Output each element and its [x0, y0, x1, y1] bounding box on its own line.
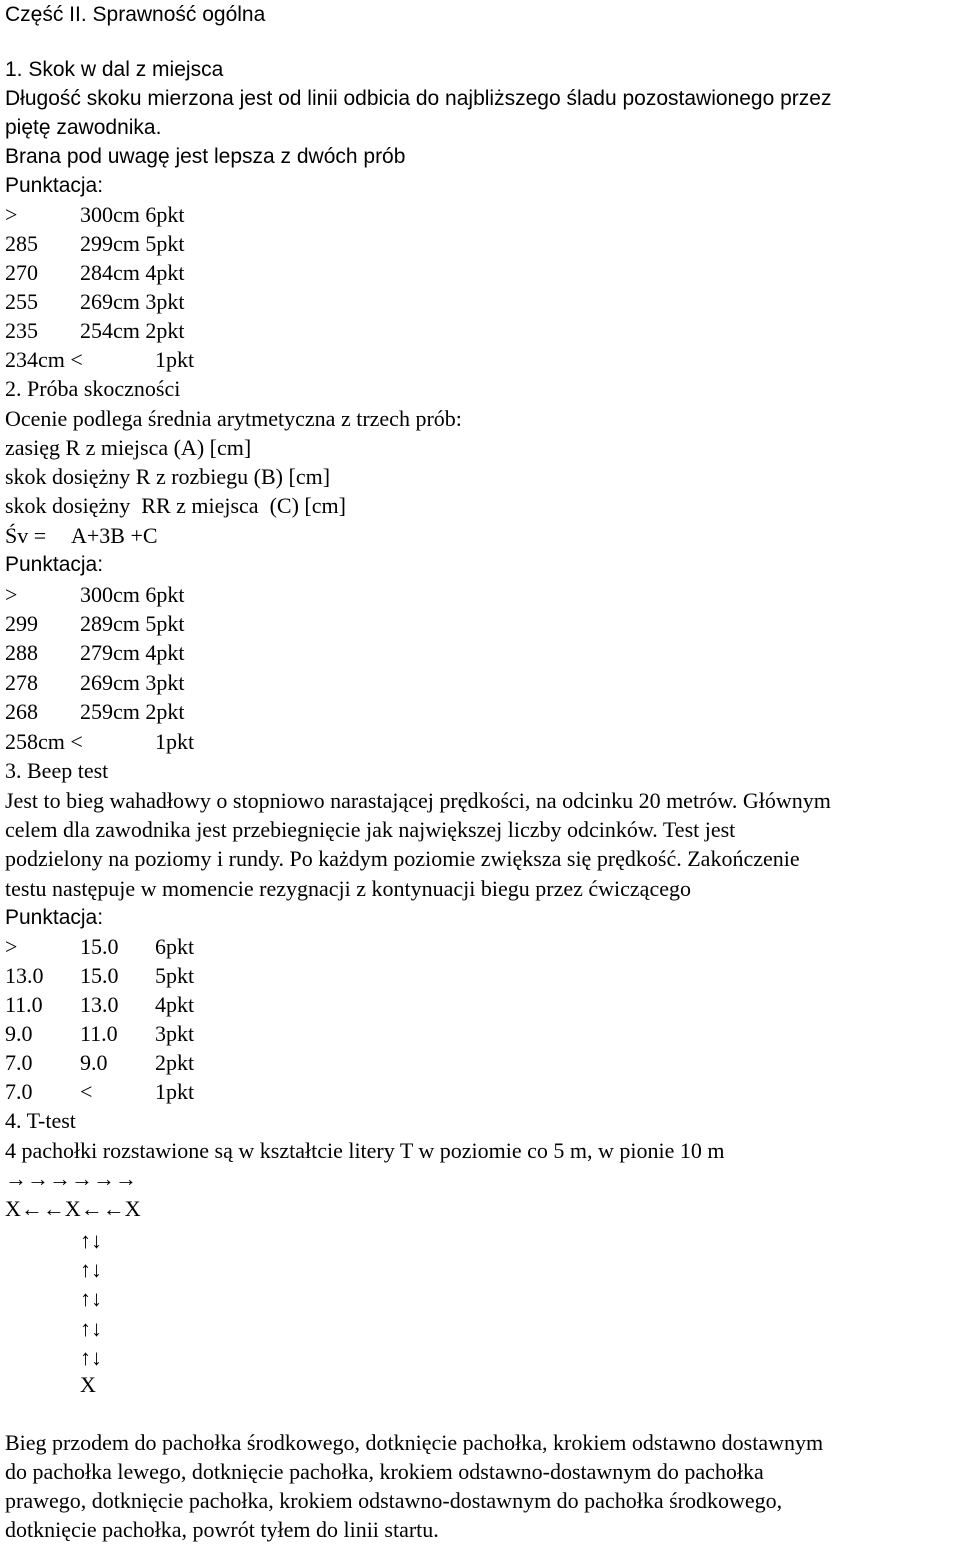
score-cell: 7.0 — [5, 1079, 33, 1104]
test4-heading: 4. T-test — [5, 1108, 76, 1133]
cone-top-row: X←←X←←X — [5, 1196, 141, 1221]
section-title: Część II. Sprawność ogólna — [5, 3, 266, 26]
test2-scoring-label: Punktacja: — [5, 553, 104, 576]
score-cell: 289cm 5pkt — [80, 611, 185, 636]
test1-score-row — [5, 200, 405, 229]
score-cell: 299 — [5, 611, 38, 636]
test3-line: podzielony na poziomy i rundy. Po każdym poziomie zwiększa się prędkość. Zakończenie — [5, 846, 800, 871]
test1-desc-line: Brana pod uwagę jest lepsza z dwóch prób — [5, 145, 406, 168]
score-cell: 6pkt — [155, 934, 195, 959]
test1-score-row — [5, 316, 405, 345]
score-cell: 268 — [5, 699, 38, 724]
formula-left: Śv = — [5, 523, 47, 548]
test1-score-row — [5, 258, 405, 287]
score-cell: 11.0 — [80, 1021, 118, 1046]
test2-line: zasięg R z miejsca (A) [cm] — [5, 435, 252, 460]
test1-heading: 1. Skok w dal z miejsca — [5, 58, 224, 81]
test3-score-row — [5, 990, 405, 1019]
score-cell: < — [80, 1079, 93, 1104]
test1-scoring-label: Punktacja: — [5, 174, 104, 197]
score-cell: 288 — [5, 640, 38, 665]
test3-line: testu następuje w momencie rezygnacji z kontynuacji biegu przez ćwiczącego — [5, 876, 691, 901]
up-down-arrows-icon: ↑↓ — [80, 1316, 102, 1341]
vertical-arrow-row — [5, 1343, 205, 1372]
score-cell: 258cm < — [5, 729, 83, 754]
test3-score-row — [5, 932, 405, 961]
score-cell: 255 — [5, 289, 38, 314]
score-cell: 234cm < — [5, 347, 83, 372]
test3-line: celem dla zawodnika jest przebiegnięcie jak największej liczby odcinków. Test jest — [5, 817, 736, 842]
score-cell: 3pkt — [155, 1021, 195, 1046]
score-cell: 15.0 — [80, 963, 119, 988]
score-cell: 279cm 4pkt — [80, 640, 185, 665]
test2-score-row — [5, 668, 405, 697]
cone-bottom-row — [5, 1370, 205, 1399]
up-down-arrows-icon: ↑↓ — [80, 1286, 102, 1311]
test2-line: skok dosiężny R z rozbiegu (B) [cm] — [5, 464, 331, 489]
score-cell: > — [5, 202, 18, 227]
score-cell: 284cm 4pkt — [80, 260, 185, 285]
test4-desc: 4 pachołki rozstawione są w kształtcie litery T w poziomie co 5 m, w pionie 10 m — [5, 1138, 725, 1163]
score-cell: 300cm 6pkt — [80, 582, 185, 607]
score-cell: 259cm 2pkt — [80, 699, 185, 724]
score-cell: 9.0 — [80, 1050, 108, 1075]
cone-bottom-x: X — [80, 1372, 96, 1397]
test2-score-row — [5, 697, 405, 726]
score-cell: 270 — [5, 260, 38, 285]
score-cell: > — [5, 582, 18, 607]
test3-score-row — [5, 961, 405, 990]
test4-instruction-line: do pachołka lewego, dotknięcie pachołka, krokiem odstawno-dostawnym do pachołka — [5, 1459, 764, 1484]
score-cell: 4pkt — [155, 992, 195, 1017]
test3-score-row — [5, 1048, 405, 1077]
score-cell: 15.0 — [80, 934, 119, 959]
vertical-arrow-row — [5, 1284, 205, 1313]
test1-desc-line: Długość skoku mierzona jest od linii odbicia do najbliższego śladu pozostawionego przez — [5, 87, 832, 110]
test2-score-row — [5, 638, 405, 667]
test1-desc-line: piętę zawodnika. — [5, 116, 162, 139]
test2-score-row — [5, 727, 405, 756]
test1-score-row — [5, 287, 405, 316]
test2-heading: 2. Próba skoczności — [5, 376, 181, 401]
score-cell: 299cm 5pkt — [80, 231, 185, 256]
test4-instruction-line: prawego, dotknięcie pachołka, krokiem odstawno-dostawnym do pachołka środkowego, — [5, 1488, 783, 1513]
score-cell: 269cm 3pkt — [80, 289, 185, 314]
test4-instruction-line: Bieg przodem do pachołka środkowego, dotknięcie pachołka, krokiem odstawno dostawnym — [5, 1430, 824, 1455]
test3-score-row — [5, 1019, 405, 1048]
right-arrows-row: →→→→→→ — [5, 1166, 137, 1191]
up-down-arrows-icon: ↑↓ — [80, 1228, 102, 1253]
score-cell: 7.0 — [5, 1050, 33, 1075]
vertical-arrow-row — [5, 1226, 205, 1255]
test2-score-row — [5, 609, 405, 638]
test4-instruction-line: dotknięcie pachołka, powrót tyłem do linii startu. — [5, 1517, 439, 1542]
vertical-arrow-row — [5, 1255, 205, 1284]
score-cell: 11.0 — [5, 992, 43, 1017]
score-cell: 269cm 3pkt — [80, 670, 185, 695]
test3-heading: 3. Beep test — [5, 758, 109, 783]
score-cell: 1pkt — [155, 1079, 195, 1104]
score-cell: 5pkt — [155, 963, 195, 988]
up-down-arrows-icon: ↑↓ — [80, 1345, 102, 1370]
score-cell: 278 — [5, 670, 38, 695]
score-cell: 254cm 2pkt — [80, 318, 185, 343]
score-cell: 1pkt — [155, 729, 195, 754]
test3-line: Jest to bieg wahadłowy o stopniowo narastającej prędkości, na odcinku 20 metrów. Głównym — [5, 788, 831, 813]
test2-line: skok dosiężny RR z miejsca (C) [cm] — [5, 493, 346, 518]
up-down-arrows-icon: ↑↓ — [80, 1257, 102, 1282]
formula-right: A+3B +C — [71, 523, 158, 548]
score-cell: > — [5, 934, 18, 959]
test2-line: Ocenie podlega średnia arytmetyczna z trzech prób: — [5, 406, 462, 431]
test3-score-row — [5, 1077, 405, 1106]
score-cell: 13.0 — [80, 992, 119, 1017]
test3-scoring-label: Punktacja: — [5, 906, 104, 929]
score-cell: 9.0 — [5, 1021, 33, 1046]
test2-formula — [5, 521, 405, 550]
test1-score-row — [5, 229, 405, 258]
test1-score-row — [5, 345, 405, 374]
score-cell: 235 — [5, 318, 38, 343]
score-cell: 300cm 6pkt — [80, 202, 185, 227]
score-cell: 285 — [5, 231, 38, 256]
score-cell: 13.0 — [5, 963, 44, 988]
test2-score-row — [5, 580, 405, 609]
score-cell: 2pkt — [155, 1050, 195, 1075]
vertical-arrow-row — [5, 1314, 205, 1343]
score-cell: 1pkt — [155, 347, 195, 372]
